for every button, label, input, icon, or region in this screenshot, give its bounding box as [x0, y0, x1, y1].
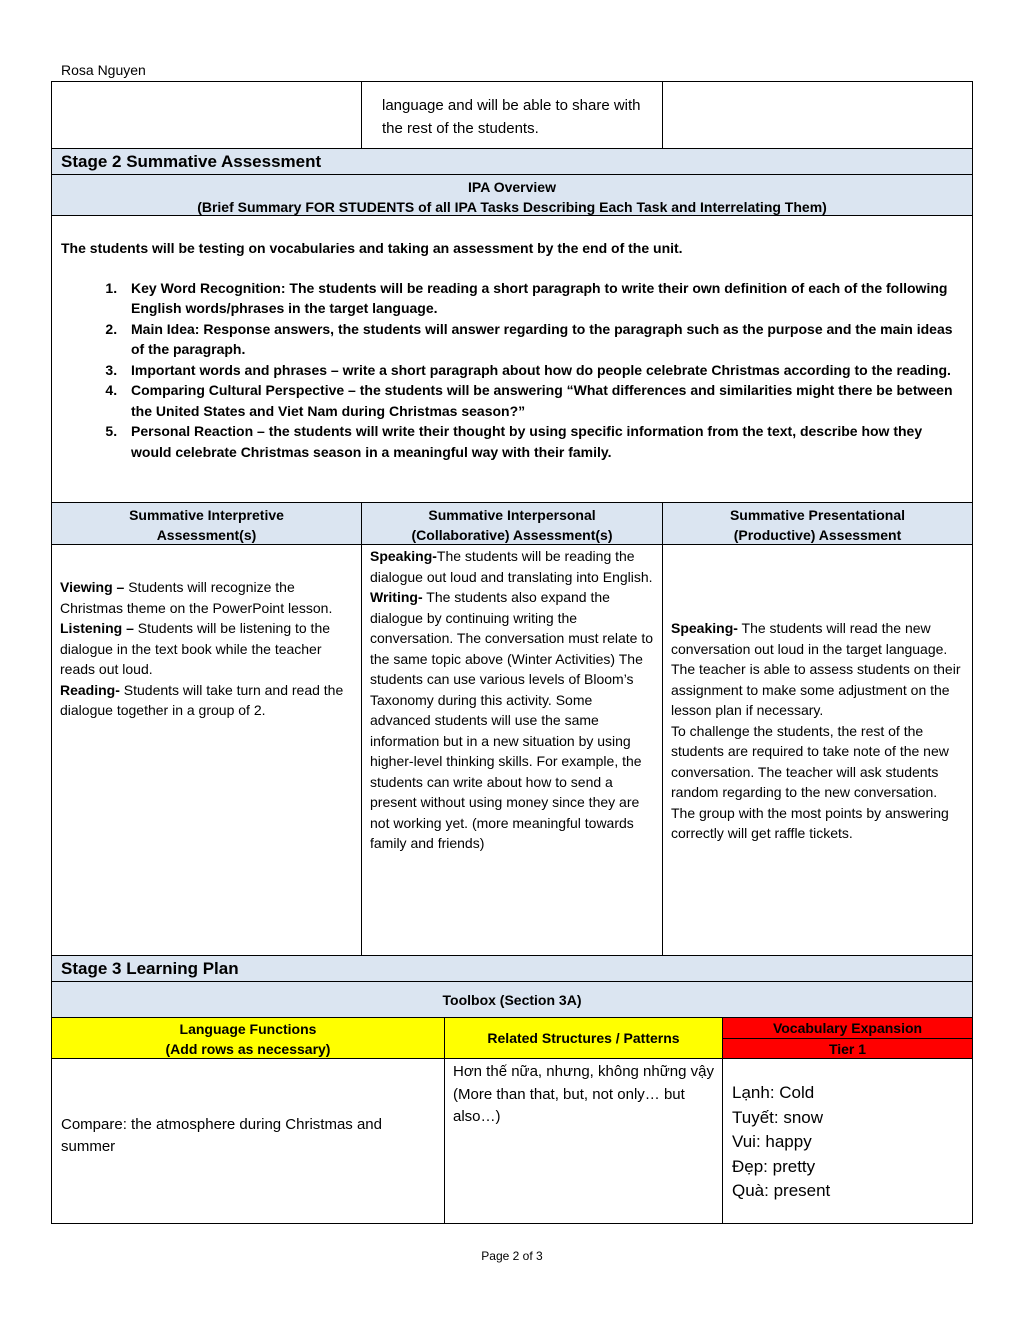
viewing-paragraph — [60, 577, 353, 618]
vocab-item: Đẹp: pretty — [732, 1156, 816, 1176]
ipa-task-item: 2. Main Idea: Response answers, the students will answer regarding to the paragraph such as the purpose and the main ideas of the paragraph. — [121, 319, 954, 360]
interpretive-cell — [52, 545, 362, 955]
interpersonal-speaking — [370, 546, 654, 587]
vocab-item: Tuyết: snow — [732, 1107, 824, 1127]
interpersonal-header — [362, 503, 663, 544]
toolbox-title: Toolbox (Section 3A) — [442, 991, 582, 1008]
speaking-label: Speaking- — [370, 548, 437, 564]
author-name: Rosa Nguyen — [61, 62, 146, 78]
stage3-title: Stage 3 Learning Plan — [61, 958, 239, 978]
language-functions-line1: Language Functions — [179, 1021, 317, 1037]
language-functions-line2: (Add rows as necessary) — [165, 1041, 331, 1057]
continuation-text: language and will be able to share with the rest of the students. — [382, 97, 641, 137]
structures-vietnamese: Hơn thế nữa, nhưng, không những vậy — [453, 1063, 714, 1080]
reading-label: Reading- — [60, 681, 120, 698]
ipa-task-item: 4. Comparing Cultural Perspective – the students will be answering “What differences and similarities might there be between the United States and Viet Nam during Christmas season?” — [121, 380, 954, 421]
ipa-subtitle: (Brief Summary FOR STUDENTS of all IPA Tasks Describing Each Task and Interrelating Them) — [197, 199, 827, 215]
presentational-speaking-label: Speaking- — [671, 620, 738, 636]
writing-text: The students also expand the dialogue by continuing writing the conversation. The conversation must relate to the same topic above (Winter Activities) The students can use various levels of Bloom’s Taxonomy during this activity. Some advanced students will use the same information but in a new situation by using higher-level thinking skills. For example, the students can write about how to send a present without using money since they are not working yet. (more meaningful towards family and friends) — [370, 589, 654, 851]
interpersonal-header-line1: Summative Interpersonal — [428, 507, 596, 523]
presentational-header-line1: Summative Presentational — [729, 507, 906, 523]
ipa-task-item: 3. Important words and phrases – write a short paragraph about how do people celebrate Christmas according to the reading. — [121, 360, 954, 381]
interpretive-header-line2: Assessment(s) — [156, 527, 257, 543]
page-number: Page 2 of 3 — [481, 1249, 543, 1263]
continuation-cell-1 — [52, 82, 362, 148]
vocabulary-cell — [723, 1059, 972, 1223]
ipa-overview-header — [51, 174, 973, 216]
ipa-intro: The students will be testing on vocabularies and taking an assessment by the end of the unit. — [61, 240, 683, 256]
listening-label: Listening – — [60, 620, 134, 636]
presentational-cell — [663, 545, 972, 955]
presentational-speaking — [671, 618, 964, 721]
related-structures-label: Related Structures / Patterns — [487, 1030, 680, 1046]
vocab-item: Vui: happy — [732, 1132, 812, 1151]
writing-label: Writing- — [370, 589, 423, 605]
ipa-task-item: 5. Personal Reaction – the students will write their thought by using specific information from the text, describe how they would celebrate Christmas season in a meaningful way with their family. — [121, 421, 954, 462]
ipa-task-list — [52, 278, 972, 463]
assessment-body — [51, 544, 973, 956]
presentational-speaking-text: The students will read the new conversation out loud in the target language. The teacher is able to assess students on their assignment to make some adjustment on the lesson plan if necessary. — [671, 620, 961, 718]
toolbox-header — [51, 981, 973, 1018]
language-function-cell — [52, 1059, 445, 1223]
viewing-text: Students will recognize the Christmas theme on the PowerPoint lesson. — [60, 579, 333, 616]
ipa-summary — [51, 215, 973, 503]
interpersonal-writing — [370, 587, 654, 854]
continuation-cell-2 — [362, 82, 663, 148]
ipa-title: IPA Overview — [468, 179, 556, 195]
structures-english: (More than that, but, not only… but also…) — [453, 1085, 685, 1125]
continuation-cell-3 — [663, 82, 972, 148]
reading-text: Students will take turn and read the dialogue together in a group of 2. — [60, 681, 344, 718]
reading-paragraph — [60, 680, 353, 721]
stage2-header — [51, 148, 973, 175]
listening-text: Students will be listening to the dialogue in the text book while the teacher reads out loud. — [60, 620, 331, 677]
tier-label: Tier 1 — [723, 1039, 972, 1059]
language-functions-header — [52, 1018, 445, 1058]
interpersonal-cell — [362, 545, 663, 955]
vocab-expansion-label: Vocabulary Expansion — [723, 1018, 972, 1039]
related-structures-header — [445, 1018, 723, 1058]
continuation-row — [51, 81, 973, 149]
speaking-text: The students will be reading the dialogue out loud and translating into English. — [370, 548, 653, 585]
language-function-text: Compare: the atmosphere during Christmas and summer — [61, 1115, 382, 1155]
stage2-title: Stage 2 Summative Assessment — [61, 151, 322, 171]
stage3-header — [51, 955, 973, 982]
vocab-expansion-header — [723, 1018, 972, 1058]
assessment-headers — [51, 502, 973, 545]
listening-paragraph — [60, 618, 353, 680]
presentational-header — [663, 503, 972, 544]
toolbox-content — [51, 1058, 973, 1224]
presentational-challenge: To challenge the students, the rest of the students are required to take note of the new conversation. The teacher will ask students random regarding to the new conversation. The group with the most points by answering correctly will get raffle tickets. — [671, 722, 949, 841]
related-structures-cell — [445, 1059, 723, 1223]
viewing-label: Viewing – — [60, 579, 125, 595]
vocab-item: Lạnh: Cold — [732, 1083, 815, 1102]
vocab-item: Quà: present — [732, 1181, 831, 1200]
ipa-task-item: 1. Key Word Recognition: The students will be reading a short paragraph to write their own definition of each of the following English words/phrases in the target language. — [121, 278, 954, 319]
presentational-header-line2: (Productive) Assessment — [733, 527, 902, 543]
toolbox-columns — [51, 1017, 973, 1059]
interpretive-header-line1: Summative Interpretive — [129, 507, 284, 523]
interpretive-header — [52, 503, 362, 544]
interpersonal-header-line2: (Collaborative) Assessment(s) — [411, 527, 613, 543]
